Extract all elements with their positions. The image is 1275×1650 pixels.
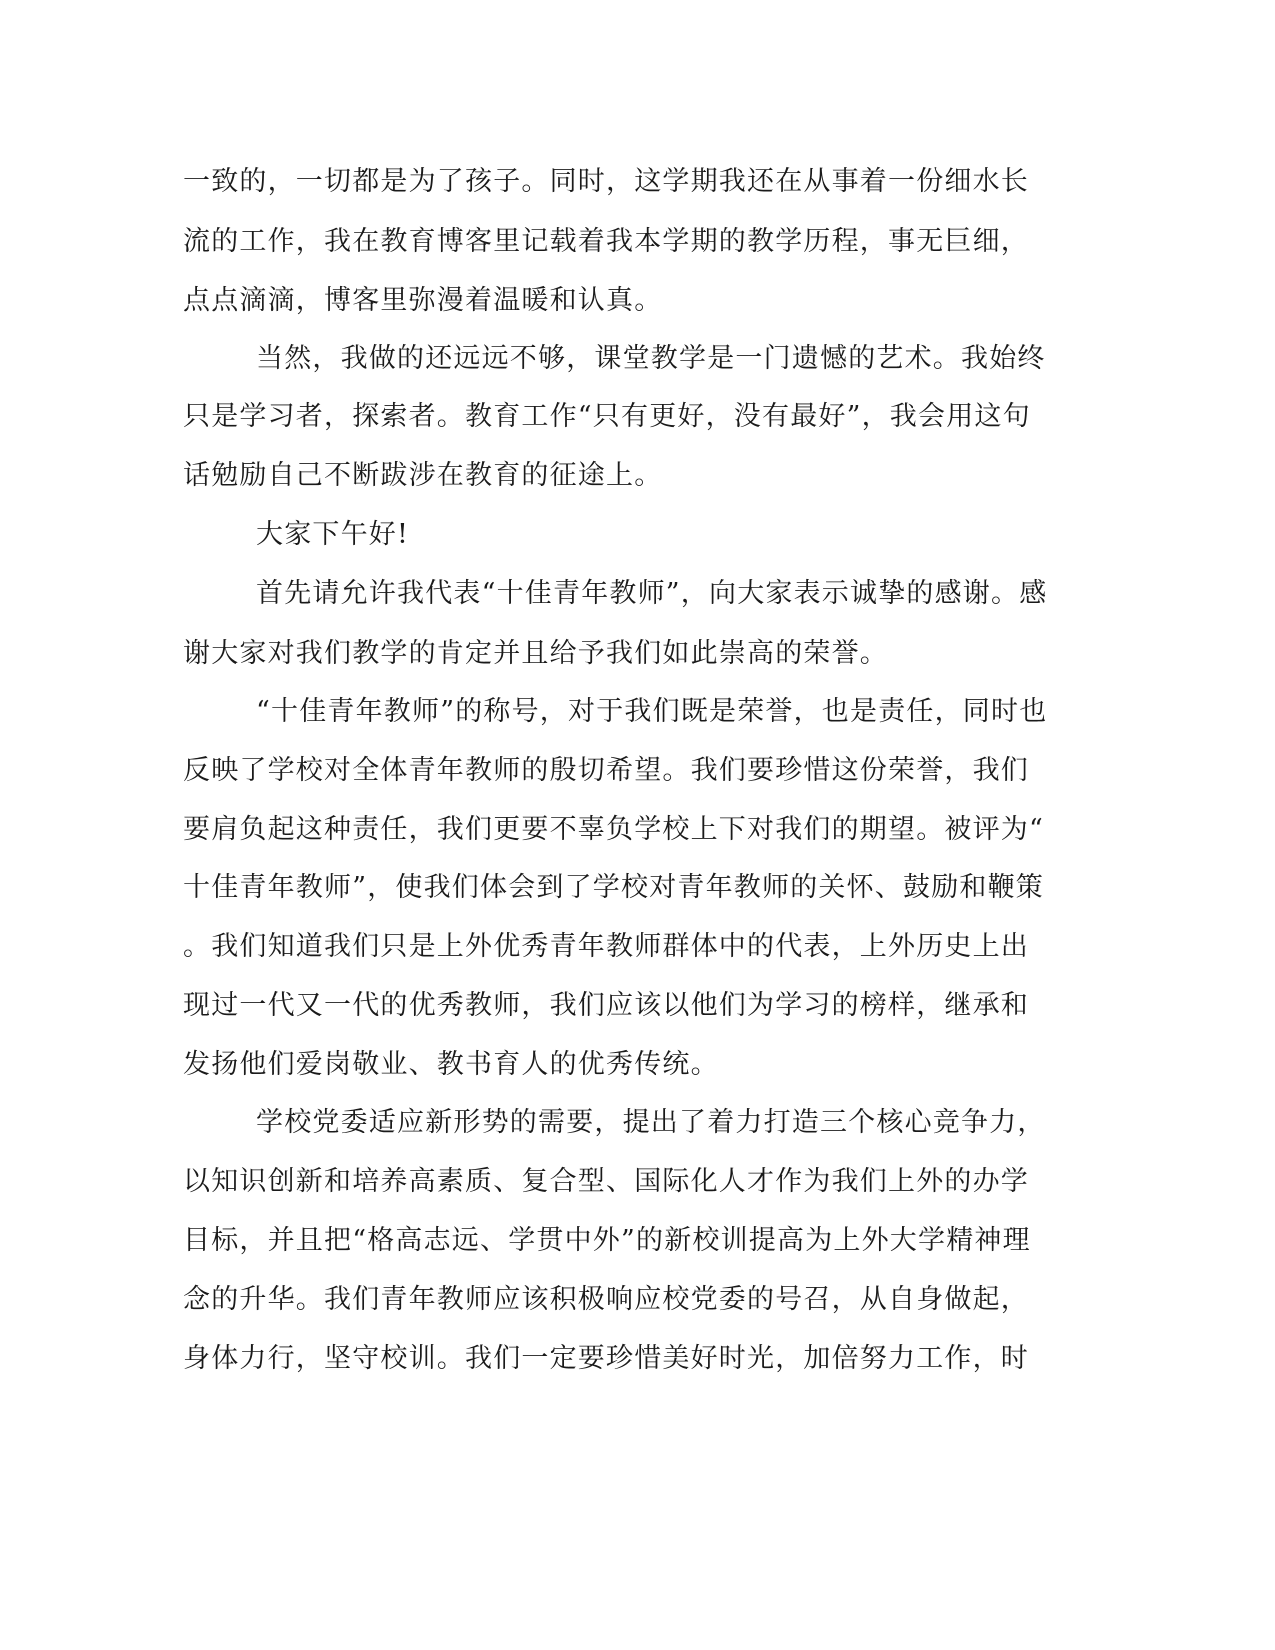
text-line: 身体力行，坚守校训。我们一定要珍惜美好时光，加倍努力工作，时 — [183, 1343, 1029, 1374]
paragraph-first-line: 当然，我做的还远远不够，课堂教学是一门遗憾的艺术。我始终 — [256, 343, 1046, 374]
text-line: 要肩负起这种责任，我们更要不辜负学校上下对我们的期望。被评为“ — [183, 814, 1045, 845]
greeting-line: 大家下午好! — [256, 519, 410, 550]
text-line: 发扬他们爱岗敬业、教书育人的优秀传统。 — [183, 1049, 719, 1080]
paragraph-first-line: “十佳青年教师”的称号，对于我们既是荣誉，也是责任，同时也 — [256, 696, 1048, 727]
text-line: 以知识创新和培养高素质、复合型、国际化人才作为我们上外的办学 — [183, 1166, 1029, 1197]
text-line: 话勉励自己不断跋涉在教育的征途上。 — [183, 460, 663, 491]
text-line: 十佳青年教师”，使我们体会到了学校对青年教师的关怀、鼓励和鞭策 — [183, 872, 1045, 903]
text-line: 目标，并且把“格高志远、学贯中外”的新校训提高为上外大学精神理 — [183, 1225, 1031, 1256]
text-line: 反映了学校对全体青年教师的殷切希望。我们要珍惜这份荣誉，我们 — [183, 755, 1029, 786]
text-line: 念的升华。我们青年教师应该积极响应校党委的号召，从自身做起， — [183, 1284, 1029, 1315]
text-line: 点点滴滴，博客里弥漫着温暖和认真。 — [183, 285, 663, 316]
text-line: 一致的，一切都是为了孩子。同时，这学期我还在从事着一份细水长 — [183, 166, 1029, 197]
paragraph-first-line: 首先请允许我代表“十佳青年教师”，向大家表示诚挚的感谢。感 — [256, 578, 1048, 609]
text-line: 流的工作，我在教育博客里记载着我本学期的教学历程，事无巨细， — [183, 226, 1029, 257]
text-line: 。我们知道我们只是上外优秀青年教师群体中的代表，上外历史上出 — [183, 931, 1029, 962]
text-line: 现过一代又一代的优秀教师，我们应该以他们为学习的榜样，继承和 — [183, 990, 1029, 1021]
text-line: 谢大家对我们教学的肯定并且给予我们如此崇高的荣誉。 — [183, 638, 888, 669]
paragraph-first-line: 学校党委适应新形势的需要，提出了着力打造三个核心竞争力， — [256, 1107, 1046, 1138]
text-line: 只是学习者，探索者。教育工作“只有更好，没有最好”，我会用这句 — [183, 401, 1031, 432]
